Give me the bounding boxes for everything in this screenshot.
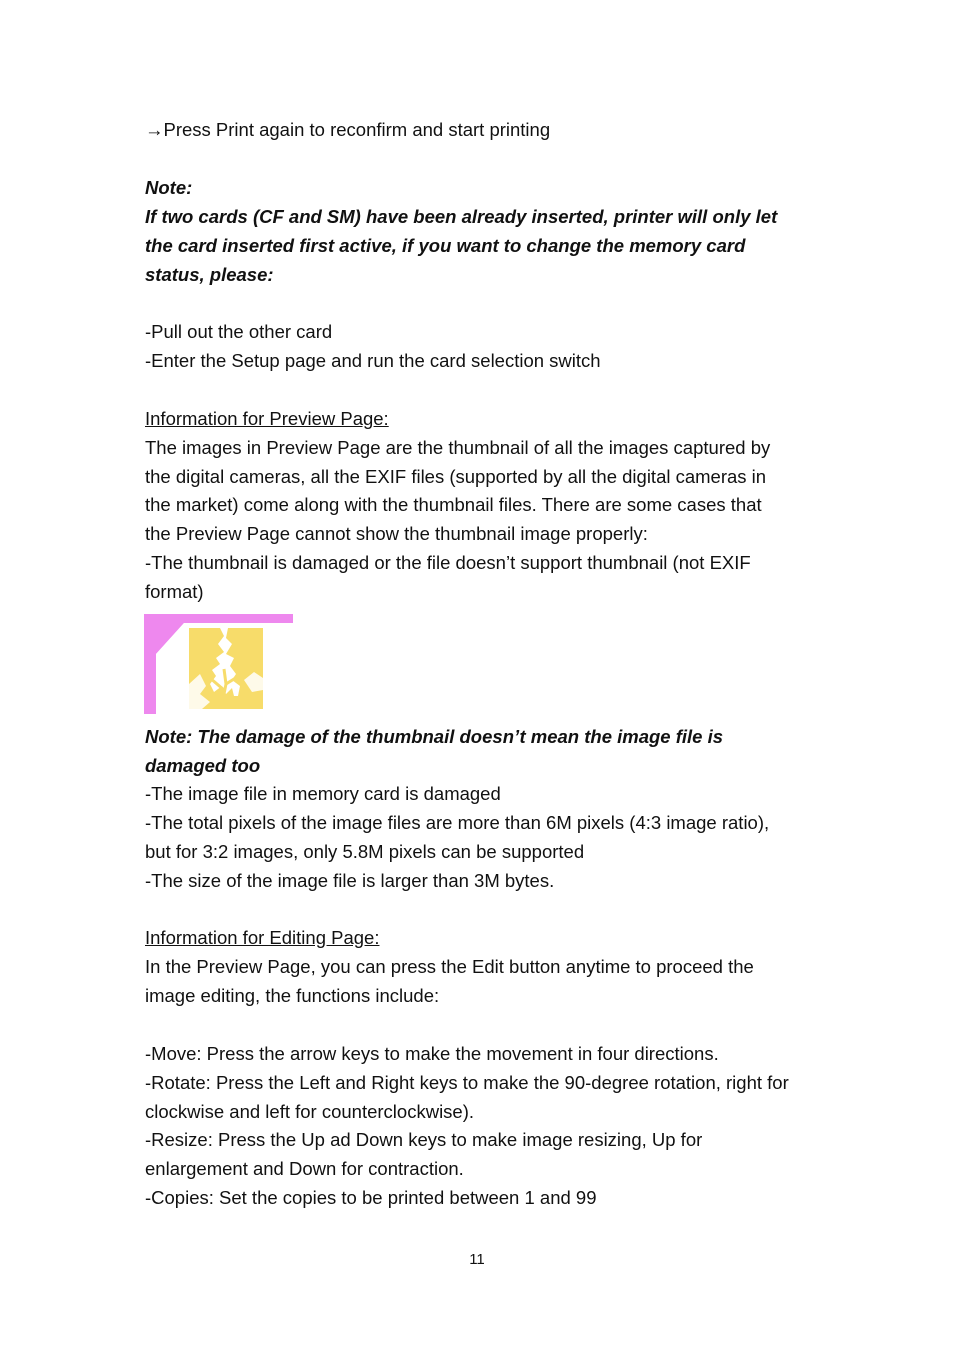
section-heading-editing: Information for Editing Page:	[145, 927, 380, 948]
note-text-line: If two cards (CF and SM) have been already inserted, printer will only let	[145, 206, 778, 227]
list-item: -The thumbnail is damaged or the file doesn’t support thumbnail (not EXIF	[145, 552, 751, 573]
note-text-line: the card inserted first active, if you want to change the memory card	[145, 235, 746, 256]
body-text-line: the Preview Page cannot show the thumbnail image properly:	[145, 523, 648, 544]
list-item-continued: format)	[145, 581, 204, 602]
note-thumbnail-damage: damaged too	[145, 755, 261, 776]
body-text-line: the digital cameras, all the EXIF files (supported by all the digital cameras in	[145, 466, 767, 487]
instruction-press-print: →Press Print again to reconfirm and start printing	[145, 119, 551, 140]
list-item-continued: but for 3:2 images, only 5.8M pixels can be supported	[145, 841, 585, 862]
body-text-line: image editing, the functions include:	[145, 985, 440, 1006]
note-heading: Note:	[145, 177, 193, 198]
list-item: -Copies: Set the copies to be printed between 1 and 99	[145, 1187, 597, 1208]
list-item: -The size of the image file is larger than 3M bytes.	[145, 870, 555, 891]
body-text-line: In the Preview Page, you can press the Edit button anytime to proceed the	[145, 956, 754, 977]
list-item: -The image file in memory card is damaged	[145, 783, 501, 804]
list-item: -The total pixels of the image files are more than 6M pixels (4:3 image ratio),	[145, 812, 770, 833]
page-number: 11	[469, 1251, 485, 1268]
body-text-line: The images in Preview Page are the thumbnail of all the images captured by	[145, 437, 771, 458]
section-heading-preview: Information for Preview Page:	[145, 408, 389, 429]
note-text-line: status, please:	[145, 264, 274, 285]
broken-thumbnail-icon	[144, 614, 293, 714]
list-item-continued: clockwise and left for counterclockwise).	[145, 1101, 475, 1122]
body-text-line: the market) come along with the thumbnail files. There are some cases that	[145, 494, 762, 515]
list-item: -Move: Press the arrow keys to make the movement in four directions.	[145, 1043, 719, 1064]
list-item: -Enter the Setup page and run the card selection switch	[145, 350, 601, 371]
list-item: -Rotate: Press the Left and Right keys to make the 90-degree rotation, right for	[145, 1072, 789, 1093]
list-item: -Pull out the other card	[145, 321, 333, 342]
list-item-continued: enlargement and Down for contraction.	[145, 1158, 464, 1179]
note-thumbnail-damage: Note: The damage of the thumbnail doesn’t mean the image file is	[145, 726, 724, 747]
list-item: -Resize: Press the Up ad Down keys to make image resizing, Up for	[145, 1129, 703, 1150]
